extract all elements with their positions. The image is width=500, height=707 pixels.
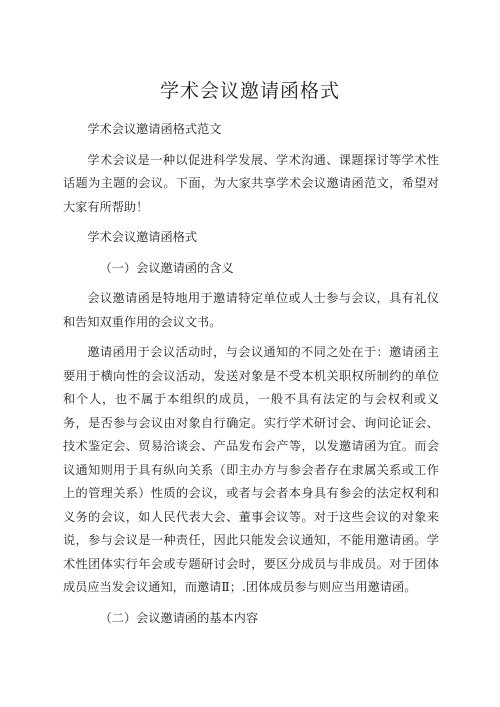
section-heading: （二）会议邀请函的基本内容 — [99, 610, 259, 625]
paragraph: 会议邀请函是特地用于邀请特定单位或人士参与会议，具有礼仪和告知双重作用的会议文书。 — [63, 291, 439, 329]
document-body — [63, 118, 439, 637]
section-heading: （一）会议邀请函的含义 — [99, 260, 234, 275]
paragraph: 学术会议邀请函格式 — [87, 230, 198, 244]
document-title: 学术会议邀请函格式 — [159, 80, 340, 102]
paragraph: 邀请函用于会议活动时，与会议通知的不同之处在于：邀请函主要用于横向性的会议活动，发送对象是不受本机关职权所制约的单位和个人，也不属于本组织的成员，一般不具有法定的与会权利或义务，是否参与会议由对象自行确定。实行学术研讨会、询问论证会、技术鉴定会、贸易洽谈会、产品发布会产等，以发邀请函为宜。而会议通知则用于具有纵向关系（即主办方与参会者存在隶属关系或工作上的管理关系）性质的会议，或者与会者本身具有参会的法定权利和义务的会议，如人民代表大会、董事会议等。对于这些会议的对象来说，参与会议是一种责任，因此只能发会议通知，不能用邀请函。学术性团体实行年会或专题研讨会时，要区分成员与非成员。对于团体成员应当发会议通知，而邀请Ⅱ；.团体成员参与则应当用邀请函。 — [63, 345, 439, 594]
paragraph: 学术会议是一种以促进科学发展、学术沟通、课题探讨等学术性话题为主题的会议。下面，为大家共享学术会议邀请函范文，希望对大家有所帮助！ — [63, 152, 439, 214]
paragraph: 学术会议邀请函格式范文 — [87, 122, 222, 136]
